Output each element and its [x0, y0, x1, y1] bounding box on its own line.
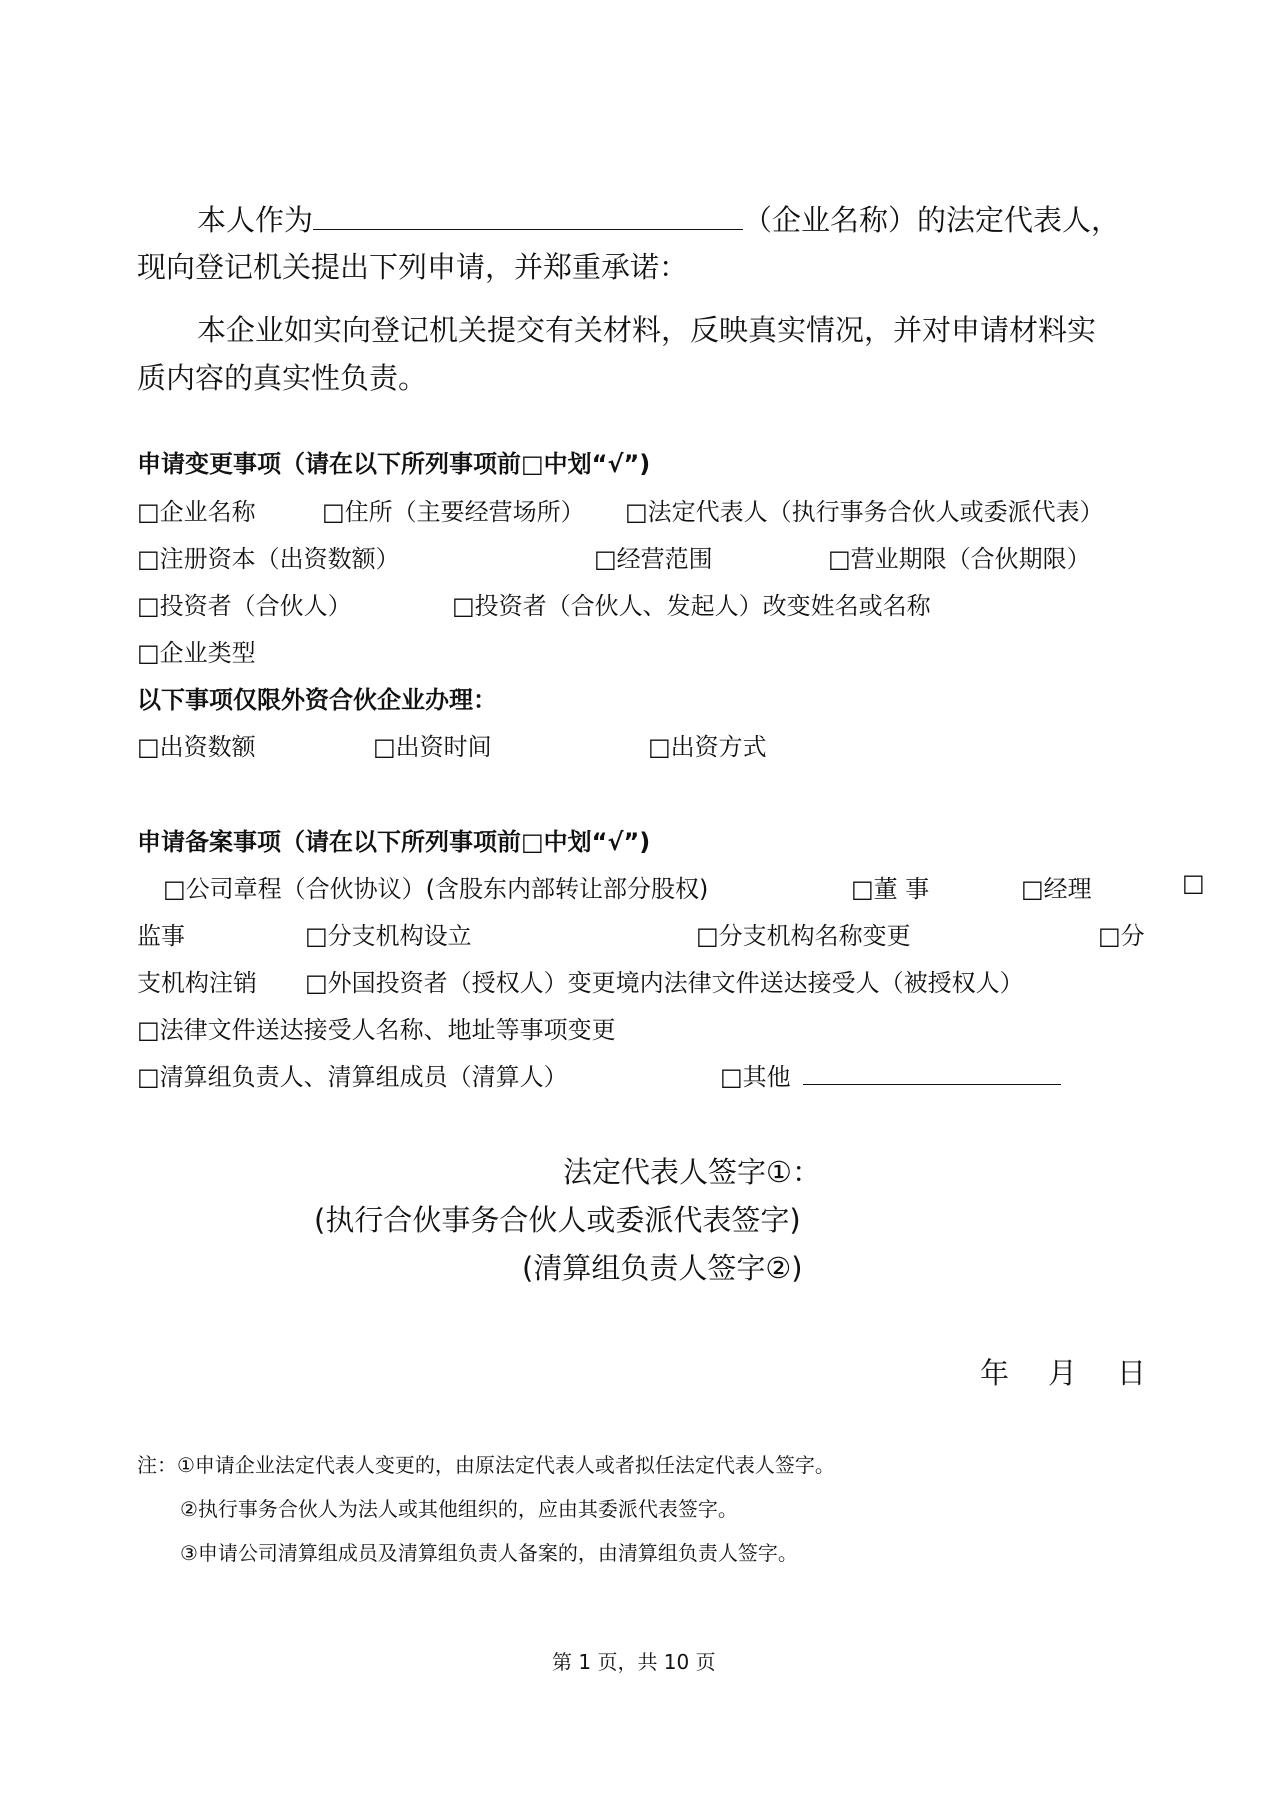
note-2: ②执行事务合伙人为法人或其他组织的，应由其委派代表签字。	[180, 1497, 738, 1521]
date-year: 年	[980, 1356, 1010, 1390]
change-item-investor[interactable]: □投资者（合伙人）	[137, 592, 352, 620]
filing-item-foreign-agent[interactable]: □外国投资者（授权人）变更境内法律文件送达接受人（被授权人）	[305, 969, 1024, 997]
page-number: 第 1 页，共 10 页	[552, 1650, 716, 1674]
note-3: ③申请公司清算组成员及清算组负责人备案的，由清算组负责人签字。	[180, 1541, 798, 1565]
filing-item-liquidation[interactable]: □清算组负责人、清算组成员（清算人）	[137, 1063, 568, 1091]
commitment-line-1: 本企业如实向登记机关提交有关材料，反映真实情况，并对申请材料实	[197, 313, 1097, 347]
change-item-term[interactable]: □营业期限（合伙期限）	[828, 545, 1091, 573]
foreign-item-method[interactable]: □出资方式	[648, 733, 767, 761]
foreign-heading: 以下事项仅限外资合伙企业办理：	[137, 686, 497, 714]
filing-item-other[interactable]	[720, 1057, 1061, 1092]
date-month: 月	[1048, 1356, 1078, 1390]
filing-item-branch-cancel-label: 支机构注销	[137, 969, 257, 997]
change-item-type[interactable]: □企业类型	[137, 639, 256, 667]
filing-item-supervisor-label: 监事	[137, 922, 185, 950]
filing-item-branch-setup[interactable]: □分支机构设立	[305, 922, 472, 950]
change-heading: 申请变更事项（请在以下所列事项前□中划“√”)	[137, 450, 651, 478]
filing-item-director[interactable]: □董 事	[851, 875, 930, 903]
declaration-line-1	[197, 198, 1120, 239]
filing-item-articles[interactable]: □公司章程（合伙协议）(含股东内部转让部分股权)	[163, 875, 709, 903]
declaration-lead: 本人作为	[197, 203, 314, 237]
change-item-scope[interactable]: □经营范围	[594, 545, 713, 573]
signature-legal-rep: 法定代表人签字①：	[563, 1155, 821, 1189]
foreign-item-time[interactable]: □出资时间	[373, 733, 492, 761]
filing-heading: 申请备案事项（请在以下所列事项前□中划“√”)	[137, 828, 651, 856]
foreign-item-amount[interactable]: □出资数额	[137, 733, 256, 761]
filing-item-branch-rename[interactable]: □分支机构名称变更	[696, 922, 911, 950]
change-item-legal-rep[interactable]: □法定代表人（执行事务合伙人或委派代表）	[625, 498, 1104, 526]
commitment-line-2: 质内容的真实性负责。	[137, 361, 428, 395]
change-item-investor-name[interactable]: □投资者（合伙人、发起人）改变姓名或名称	[452, 592, 931, 620]
change-item-company-name[interactable]: □企业名称	[137, 498, 256, 526]
change-item-capital[interactable]: □注册资本（出资数额）	[137, 545, 400, 573]
filing-item-agent-info[interactable]: □法律文件送达接受人名称、地址等事项变更	[137, 1016, 616, 1044]
signature-partner: (执行合伙事务合伙人或委派代表签字)	[314, 1203, 801, 1237]
declaration-tail: （企业名称）的法定代表人，	[743, 203, 1121, 237]
filing-item-manager[interactable]: □经理	[1021, 875, 1092, 903]
filing-item-supervisor-box[interactable]: □	[1182, 869, 1205, 897]
other-blank[interactable]	[803, 1062, 1061, 1085]
signature-liquidation: (清算组负责人签字②)	[522, 1251, 803, 1285]
date-day: 日	[1117, 1356, 1147, 1390]
other-label: □其他	[720, 1063, 791, 1091]
filing-item-branch-cancel-box[interactable]: □分	[1098, 922, 1145, 950]
declaration-line-2: 现向登记机关提出下列申请，并郑重承诺：	[137, 250, 689, 284]
change-item-address[interactable]: □住所（主要经营场所）	[322, 498, 585, 526]
company-name-blank[interactable]	[313, 203, 743, 230]
note-1: 注：①申请企业法定代表人变更的，由原法定代表人或者拟任法定代表人签字。	[137, 1453, 835, 1477]
